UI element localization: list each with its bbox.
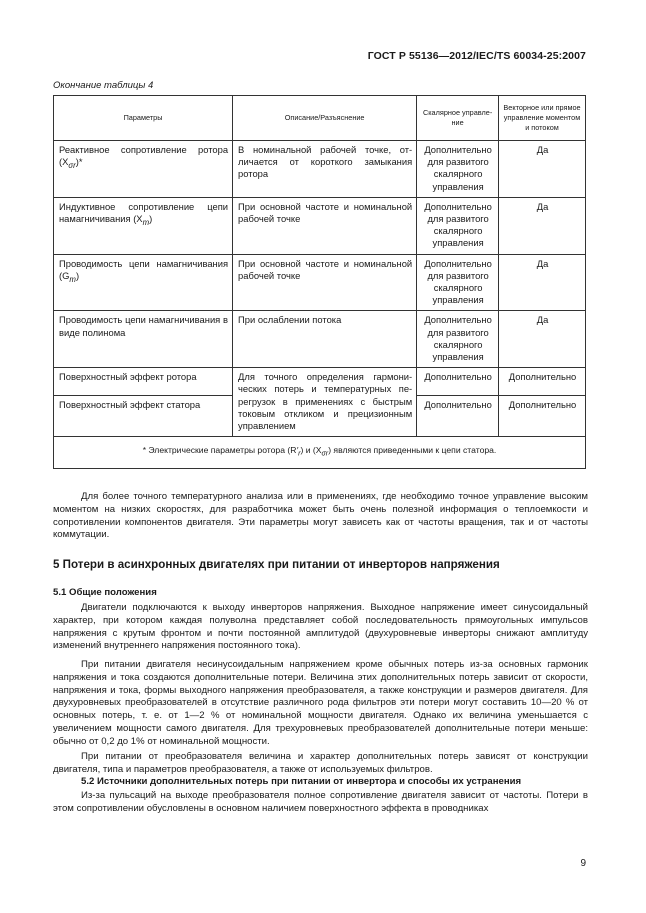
- paragraph-additional-losses: При питании двигателя несинусоидальным напряжением кроме обычных потерь из-за основных гармоник напряжения и тока создаются дополнительные потери. Величина этих дополнительных потерь зависит от скорости, напряжения и тока, формы выходного напряжения преобразователя, а также конструкции и размеров двигателя. Для двухуровневых преобразователей в отсутствие различного рода фильтров эти потери могут составить 10—20 % от основных потерь, т. е. от 1—2 % от номинальной мощности двигателя. Однако их величина уменьшается с увеличением мощности самого двигателя. Для трехуровневых преобразователей дополнительные потери меньше: обычно от 0,2 до 1% от номинальной мощности.: [53, 659, 588, 747]
- scalar-cell: Дополнительно для развитого скалярного управления: [417, 141, 499, 198]
- param-cell: Реактивное сопротивление ротора $(X_{\sigma r})*$: [54, 141, 233, 198]
- column-header-scalar: Скалярное управление: [417, 96, 499, 141]
- vector-cell: Да: [499, 254, 586, 311]
- vector-cell: Да: [499, 311, 586, 368]
- vector-cell: Дополнительно: [499, 396, 586, 437]
- table-caption: Окончание таблицы 4: [53, 80, 154, 91]
- vector-cell: Да: [499, 141, 586, 198]
- param-cell: Проводимость цепи намагничивания в виде полинома: [54, 311, 233, 368]
- vector-cell: Дополнительно: [499, 368, 586, 396]
- desc-cell: При основной частоте и номинальной рабочей точке: [233, 197, 417, 254]
- table-row: [54, 368, 586, 396]
- table-row: [54, 311, 586, 368]
- table-row: [54, 197, 586, 254]
- paragraph-converter-dependency: При питании от преобразователя величина и характер дополнительных потерь зависят от конструкции двигателя, типа и параметров преобразователя, а также от используемых фильтров.: [53, 751, 588, 775]
- table-header-row: [54, 96, 586, 141]
- param-cell: Поверхностный эффект ротора: [54, 368, 233, 396]
- page-number: 9: [580, 858, 586, 869]
- table-footnote: * Электрические параметры ротора $(R'_r)$ и $(X_{\sigma r})$ являются приведенными к цепи статора.: [54, 437, 586, 469]
- scalar-cell: Дополнительно: [417, 396, 499, 437]
- paragraph-impedance: Из-за пульсаций на выходе преобразователя полное сопротивление двигателя зависит от частоты. Потери в этом сопротивлении обусловлены в основном наличием поверхностного эффекта в проводниках: [53, 790, 588, 814]
- table-footnote-row: [54, 437, 586, 469]
- subsection-heading-5-2: 5.2 Источники дополнительных потерь при питании от инвертора и способы их устранения: [81, 776, 522, 787]
- desc-cell: В номинальной рабочей точке, отличается от короткого замыкания ротора: [233, 141, 417, 198]
- paragraph-thermal: Для более точного температурного анализа или в применениях, где необходимо точное управление высоким моментом на низких скоростях, для разработчика может быть очень полезной информация о теплоемкости и сопротивлении компонентов двигателя. Эти параметры могут зависеть как от частоты вращения, так и от частоты коммутации.: [53, 491, 588, 541]
- desc-cell: При ослаблении потока: [233, 311, 417, 368]
- column-header-parameters: Параметры: [54, 96, 233, 141]
- section-heading-5: 5 Потери в асинхронных двигателях при питании от инверторов напряжения: [53, 558, 500, 571]
- table-row: [54, 141, 586, 198]
- desc-cell: При основной частоте и номинальной рабочей точке: [233, 254, 417, 311]
- parameters-table: [53, 95, 586, 469]
- merged-desc-cell: Для точного определения гармонических потерь и температурных перегрузок в применениях с быстрым токовым откликом и прецизионным управлением: [233, 368, 417, 437]
- document-header: ГОСТ Р 55136—2012/IEC/TS 60034-25:2007: [367, 50, 586, 62]
- scalar-cell: Дополнительно для развитого скалярного управления: [417, 254, 499, 311]
- column-header-description: Описание/Разъяснение: [233, 96, 417, 141]
- vector-cell: Да: [499, 197, 586, 254]
- scalar-cell: Дополнительно для развитого скалярного управления: [417, 311, 499, 368]
- param-cell: Проводимость цепи намагничивания $(G_m)$: [54, 254, 233, 311]
- param-cell: Индуктивное сопротивление цепи намагничивания $(X_m)$: [54, 197, 233, 254]
- subsection-heading-5-1: 5.1 Общие положения: [53, 587, 157, 598]
- param-cell: Поверхностный эффект статора: [54, 396, 233, 437]
- scalar-cell: Дополнительно для развитого скалярного управления: [417, 197, 499, 254]
- table-row: [54, 254, 586, 311]
- paragraph-general: Двигатели подключаются к выходу инверторов напряжения. Выходное напряжение имеет синусоидальный характер, при котором каждая полуволна представляет собой последовательность прямоугольных импульсов напряжения с крутым фронтом и почти постоянной амплитудой (двухуровневые инверторы снижают амплитуду изменений внутреннего напряжения постоянного тока).: [53, 602, 588, 652]
- column-header-vector: Векторное или прямое управление моментом и потоком: [499, 96, 586, 141]
- scalar-cell: Дополнительно: [417, 368, 499, 396]
